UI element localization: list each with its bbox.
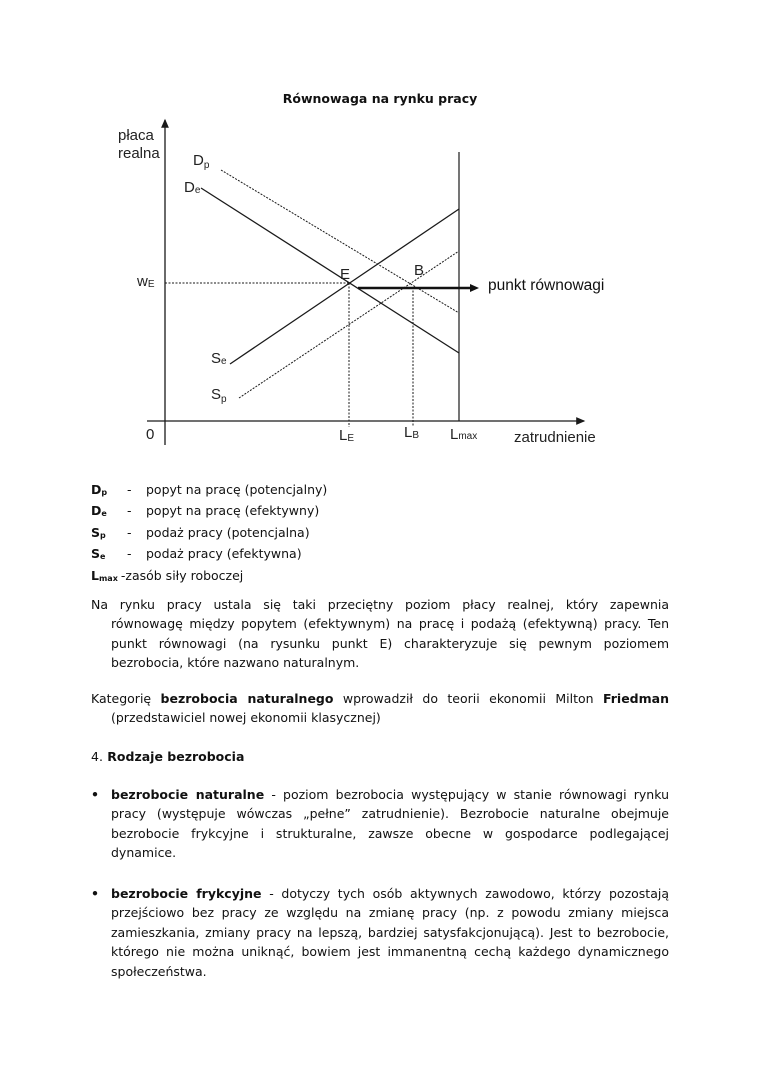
y-axis-label-line1: płaca [118, 127, 154, 144]
dp-curve [221, 170, 459, 313]
le-label: LE [339, 427, 355, 444]
term-bezrobocie-naturalne: bezrobocia naturalnego [160, 691, 334, 706]
term-friedman: Friedman [603, 691, 669, 706]
legend-item-sp: $S_p$ - podaż pracy (potencjalna) [91, 523, 327, 544]
legend-desc: podaż pracy (efektywna) [146, 546, 302, 562]
paragraph-equilibrium: Na rynku pracy ustala się taki przeciętny poziom płacy realnej, który zapewnia równowagę między popytem (efektywnym) na pracę i podażą (efektywną) pracy. Ten punkt równowagi (na rysunku punkt E) charakteryzuje się pewnym poziomem bezrobocia, które nazwano naturalnym. [91, 597, 669, 671]
legend-symbol: $D_e$ [91, 503, 107, 519]
legend-item-de: $D_e$ - popyt na pracę (efektywny) [91, 501, 327, 522]
se-curve [230, 209, 459, 364]
legend-symbol: $S_p$ [91, 524, 106, 540]
point-b-label: B [414, 262, 425, 279]
x-axis-label: zatrudnienie [514, 429, 596, 446]
y-axis-label-line2: realna [118, 145, 160, 162]
figure-title: Równowaga na rynku pracy [282, 91, 478, 106]
legend [91, 480, 327, 587]
de-label: De [184, 179, 201, 196]
dp-label: $D_p$ [193, 152, 210, 171]
point-e-label: E [340, 266, 351, 283]
se-label: Se [211, 350, 227, 367]
equilibrium-annotation: punkt równowagi [488, 277, 605, 294]
sp-label: $S_p$ [211, 386, 227, 405]
section-heading: 4. Rodzaje bezrobocia [91, 749, 245, 764]
legend-desc: podaż pracy (potencjalna) [146, 524, 310, 540]
legend-symbol: $L_{max}$ [91, 567, 118, 583]
equilibrium-arrowhead [470, 284, 479, 292]
bullet-frictional-unemployment: • bezrobocie frykcyjne - dotyczy tych osób aktywnych zawodowo, którzy pozostają przejściowo bez pracy ze względu na zmianę pracy (np. z powodu zmiany miejsca zamieszkania, zmiany pracy na lepszą, bardziej satysfakcjonującą). Jest to bezrobocie, którego nie można uniknąć, bowiem jest immanentną cechą każdego dynamicznego społeczeństwa. [91, 886, 669, 979]
legend-item-se: $S_e$ - podaż pracy (efektywna) [91, 544, 327, 565]
bullet-term: bezrobocie naturalne [111, 787, 265, 802]
legend-desc: zasób siły roboczej [125, 567, 244, 583]
we-label: wE [137, 273, 155, 290]
bullet-term: bezrobocie frykcyjne [111, 886, 262, 901]
bullet-natural-unemployment: • bezrobocie naturalne - poziom bezrobocia występujący w stanie równowagi rynku pracy (występuje wówczas „pełne” zatrudnienie). Bezrobocie naturalne obejmuje bezrobocie frykcyjne i strukturalne, zawsze obecne w gospodarce podlegającej dynamice. [91, 787, 669, 861]
origin-label: 0 [146, 426, 155, 443]
legend-desc: popyt na pracę (efektywny) [146, 503, 320, 519]
lmax-label: Lmax [450, 426, 478, 443]
paragraph-friedman: Kategorię bezrobocia naturalnego wprowadził do teorii ekonomii Milton Friedman (przedstawiciel nowej ekonomii klasycznej) [91, 691, 669, 726]
legend-desc: popyt na pracę (potencjalny) [146, 482, 328, 497]
lb-label: LB [404, 424, 420, 441]
bullet-icon: • [91, 886, 99, 901]
legend-item-dp: $D_p$ - popyt na pracę (potencjalny) [91, 480, 327, 501]
labor-market-diagram [0, 0, 760, 470]
legend-symbol: $D_p$ [91, 482, 108, 497]
legend-item-lmax: $L_{max}$ - zasób siły roboczej [91, 566, 327, 587]
legend-symbol: $S_e$ [91, 546, 106, 562]
bullet-icon: • [91, 787, 99, 802]
